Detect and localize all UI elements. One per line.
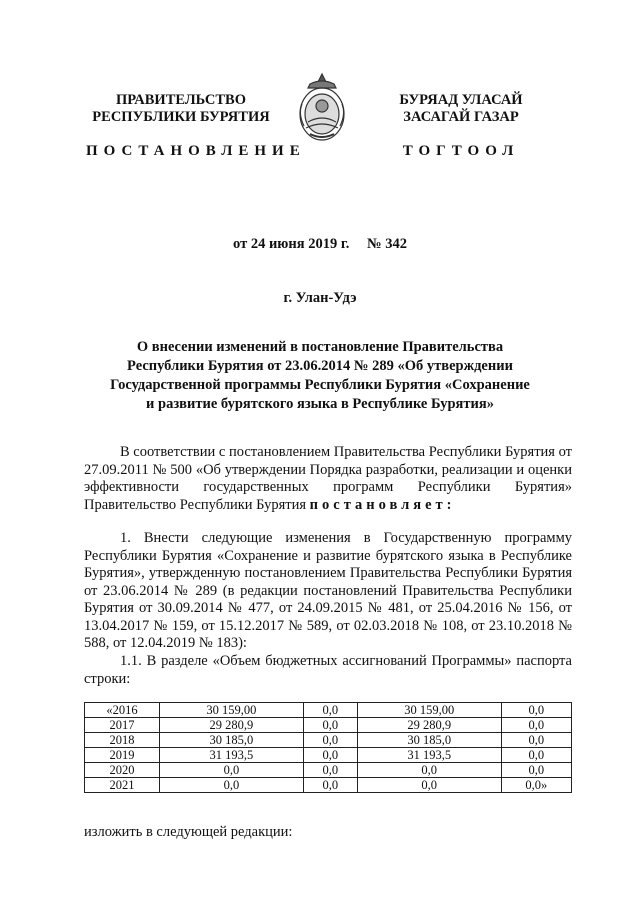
- header-right-line1: БУРЯАД УЛАСАЙ: [399, 92, 523, 108]
- header-right-line2: ЗАСАГАЙ ГАЗАР: [403, 109, 519, 125]
- preamble-emphasis: постановляет:: [309, 496, 456, 513]
- date-line: [0, 236, 640, 253]
- document-date: от 24 июня 2019 г.: [233, 236, 350, 252]
- table-cell: 0,0: [160, 763, 304, 778]
- table-cell: 2021: [85, 778, 160, 793]
- table-cell: 0,0: [303, 718, 357, 733]
- table-cell: 0,0: [501, 748, 571, 763]
- title-line: О внесении изменений в постановление Правительства: [136, 339, 504, 355]
- table-cell: 29 280,9: [357, 718, 501, 733]
- preamble-text: В соответствии с постановлением Правительства Республики Бурятия от 27.09.2011 № 500 «Об утверждении Порядка разработки, реализации и оценки эффективности государственных программ Республики Бурятия» Правительство Республики Бурятия: [84, 444, 572, 513]
- table-cell: 2019: [85, 748, 160, 763]
- table-cell: 0,0: [303, 733, 357, 748]
- table-cell: «2016: [85, 703, 160, 718]
- budget-table: [84, 702, 572, 793]
- table-cell: 2020: [85, 763, 160, 778]
- table-row: [85, 733, 572, 748]
- table-row: [85, 718, 572, 733]
- table-cell: 31 193,5: [357, 748, 501, 763]
- table-cell: 0,0: [501, 733, 571, 748]
- table-cell: 0,0: [501, 718, 571, 733]
- header-right: [376, 92, 546, 160]
- title-line: и развитие бурятского языка в Республике Бурятия»: [146, 396, 494, 412]
- table-row: [85, 763, 572, 778]
- table-cell: 0,0: [303, 778, 357, 793]
- table-cell: 2018: [85, 733, 160, 748]
- paragraph-item-1-1: 1.1. В разделе «Объем бюджетных ассигнований Программы» паспорта строки:: [84, 653, 572, 687]
- table-cell: 0,0: [303, 748, 357, 763]
- table-cell: 0,0: [501, 763, 571, 778]
- table-cell: 0,0: [303, 703, 357, 718]
- table-cell: 0,0»: [501, 778, 571, 793]
- table-cell: 30 159,00: [160, 703, 304, 718]
- table-cell: 30 185,0: [357, 733, 501, 748]
- header-left-line2: РЕСПУБЛИКИ БУРЯТИЯ: [92, 109, 270, 125]
- header-left-doc-type: ПОСТАНОВЛЕНИЕ: [86, 143, 306, 159]
- table-row: [85, 748, 572, 763]
- document-city: г. Улан-Удэ: [283, 290, 357, 306]
- header-left-line1: ПРАВИТЕЛЬСТВО: [116, 92, 246, 108]
- table-cell: 30 159,00: [357, 703, 501, 718]
- document-title: [80, 338, 560, 414]
- table-cell: 30 185,0: [160, 733, 304, 748]
- table-cell: 31 193,5: [160, 748, 304, 763]
- final-line: изложить в следующей редакции:: [84, 824, 293, 840]
- table-cell: 0,0: [501, 703, 571, 718]
- header-left: [86, 92, 306, 160]
- document-number: № 342: [367, 236, 407, 252]
- title-line: Государственной программы Республики Бурятия «Сохранение: [110, 377, 530, 393]
- table-cell: 0,0: [160, 778, 304, 793]
- title-line: Республики Бурятия от 23.06.2014 № 289 «Об утверждении: [127, 358, 513, 374]
- paragraph-preamble: [84, 444, 572, 514]
- table-cell: 0,0: [357, 778, 501, 793]
- table-cell: 0,0: [357, 763, 501, 778]
- table-row: [85, 703, 572, 718]
- header-right-doc-type: ТОГТООЛ: [402, 143, 520, 159]
- table-cell: 2017: [85, 718, 160, 733]
- coat-of-arms-icon: [296, 70, 348, 146]
- budget-table-body: [85, 703, 572, 793]
- table-cell: 0,0: [303, 763, 357, 778]
- paragraph-item-1: 1. Внести следующие изменения в Государственную программу Республики Бурятия «Сохранение и развитие бурятского языка в Республике Бурятия», утвержденную постановлением Правительства Республики Бурятия от 23.06.2014 № 289 (в редакции постановлений Правительства Республики Бурятия от 30.09.2014 № 477, от 24.09.2015 № 481, от 25.04.2016 № 156, от 13.04.2017 № 159, от 15.12.2017 № 589, от 02.03.2018 № 108, от 23.10.2018 № 588, от 12.04.2019 № 183):: [84, 530, 572, 651]
- table-cell: 29 280,9: [160, 718, 304, 733]
- table-row: [85, 778, 572, 793]
